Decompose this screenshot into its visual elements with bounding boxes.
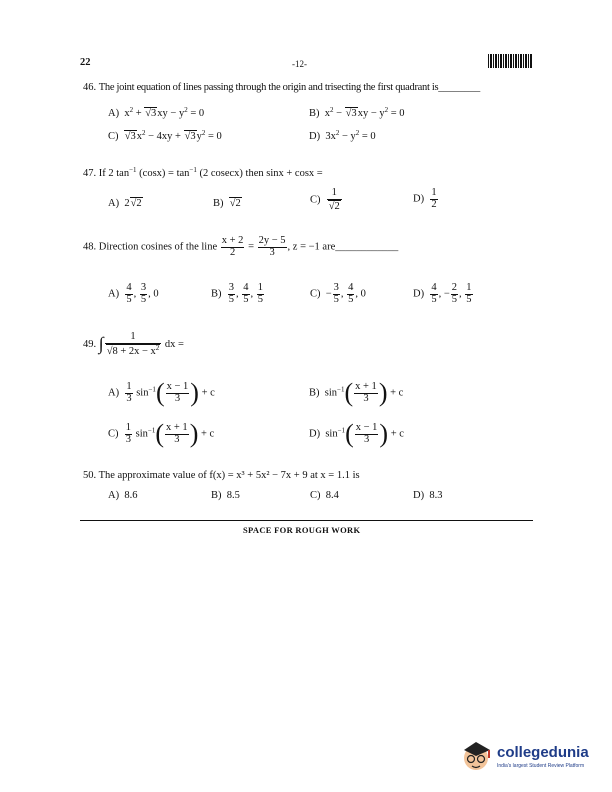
- page-label: -12-: [292, 59, 307, 69]
- option-47d[interactable]: D) $\frac{1}{2}$: [413, 187, 437, 210]
- option-49a[interactable]: A) $\frac{1}{3}$ $\sin^{-1}$( $\frac{x - 1}{3}$ ) + c: [108, 378, 215, 407]
- student-mascot-icon: [460, 736, 494, 774]
- option-49b[interactable]: B) $\sin^{-1}$( $\frac{x + 1}{3}$ ) + c: [309, 378, 404, 407]
- option-47b[interactable]: B) √2: [213, 198, 241, 209]
- question-48: 48. Direction cosines of the line $\frac{x + 2}{2}$ = $\frac{2y - 5}{3}$ , z = −1 are____________: [83, 235, 399, 258]
- rough-work-divider: [80, 520, 533, 521]
- question-47: 47. If 2 $\tan^{-1} (\cos x) = \tan^{-1} (2$ cosecx) then sinx + cosx =: [83, 166, 323, 179]
- rough-work-label: SPACE FOR ROUGH WORK: [243, 525, 361, 535]
- option-46a[interactable]: A) $x^2 + √3xy - y^2 = 0$: [108, 106, 205, 119]
- question-46: 46. The joint equation of lines passing through the origin and trisecting the first quadrant is________: [83, 82, 481, 93]
- option-50c[interactable]: C) 8.4: [310, 490, 339, 501]
- option-50a[interactable]: A) 8.6: [108, 490, 138, 501]
- question-50: 50. The approximate value of f(x) = x³ + 5x² − 7x + 9 at x = 1.1 is: [83, 470, 360, 481]
- option-49c[interactable]: C) $\frac{1}{3}$ $\sin^{-1}$( $\frac{x + 1}{3}$ ) + c: [108, 419, 215, 448]
- option-50b[interactable]: B) 8.5: [211, 490, 240, 501]
- page-number: 22: [80, 57, 91, 68]
- option-48a[interactable]: A) $\frac{4}{5}$ , $\frac{3}{5}$ , 0: [108, 282, 159, 305]
- option-46b[interactable]: B) $x^2 - √3xy - y^2 = 0$: [309, 106, 405, 119]
- question-number: 46.: [83, 82, 97, 93]
- option-46c[interactable]: C) $√3x^2 - 4xy + √3y^2 = 0$: [108, 129, 222, 142]
- option-46d[interactable]: D) $3x^2 - y^2 = 0$: [309, 129, 376, 142]
- option-49d[interactable]: D) $\sin^{-1}$( $\frac{x - 1}{3}$ ) + c: [309, 419, 404, 448]
- barcode: [488, 54, 532, 68]
- collegedunia-logo: collegedunia India's largest Student Review Platform: [460, 736, 600, 776]
- option-48d[interactable]: D) $\frac{4}{5}$ , − $\frac{2}{5}$ , $\frac{1}{5}$: [413, 282, 472, 305]
- option-47c[interactable]: C) $\frac{1}{√2}$: [310, 187, 340, 212]
- question-49: 49. ∫ $\frac{1}{√8 + 2x - x^2}$ dx =: [83, 331, 184, 357]
- question-stem: The joint equation of lines passing through the origin and trisecting the first quadrant is: [98, 82, 439, 93]
- option-48c[interactable]: C) − $\frac{3}{5}$ , $\frac{4}{5}$ , 0: [310, 282, 366, 305]
- option-50d[interactable]: D) 8.3: [413, 490, 443, 501]
- option-47a[interactable]: A) 2√2: [108, 198, 142, 209]
- option-48b[interactable]: B) $\frac{3}{5}$ , $\frac{4}{5}$ , $\frac{1}{5}$: [211, 282, 263, 305]
